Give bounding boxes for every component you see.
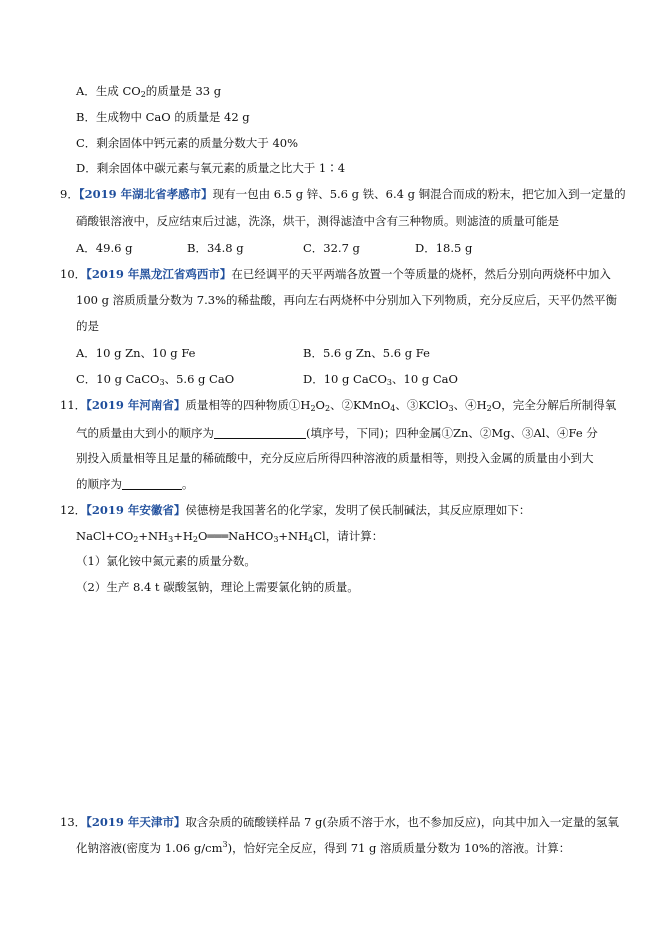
q9-stem-line1: 9．【2019 年湖北省孝感市】现有一包由 6.5 g 锌、5.6 g 铁、6.4 g 铜混合而成的粉末，把它加入到一定量的: [60, 187, 626, 201]
q10-option-c: C．10 g CaCO$_3$、5.6 g CaO: [76, 372, 235, 387]
question-number: 11．: [60, 398, 87, 412]
q13-stem-line2: 化钠溶液(密度为 1.06 $g/cm^3$)，恰好完全反应，得到 71 g 溶质质量分数为 10%的溶液。计算：: [76, 840, 571, 855]
source-tag: 【2019 年河南省】: [86, 398, 186, 412]
q10-option-b: B．5.6 g Zn、5.6 g Fe: [303, 346, 430, 360]
q10-stem-line3: 的是: [76, 319, 99, 333]
question-number: 13．: [60, 815, 87, 829]
q8-option-b: B．生成物中 CaO 的质量是 42 g: [76, 110, 250, 124]
q10-stem-line1: 10．【2019 年黑龙江省鸡西市】在已经调平的天平两端各放置一个等质量的烧杯，然后分别向两烧杯中加入: [60, 267, 611, 281]
q12-equation: $NaCl+CO_2+NH_3+H_2O═══NaHCO_3+NH_4Cl$，请计算：: [76, 529, 384, 544]
q11-stem-line1: 11．【2019 年河南省】质量相等的四种物质$①H_2O_2$、②KMnO$_4$、③KClO$_3$、$④H_2O$，完全分解后所制得氧: [60, 398, 617, 413]
question-number: 12．: [60, 503, 87, 517]
question-number: 10．: [60, 267, 87, 281]
q11-stem-line4: 的顺序为 。: [76, 477, 194, 491]
source-tag: 【2019 年安徽省】: [86, 503, 186, 517]
q10-stem-line2: 100 g 溶质质量分数为 7.3%的稀盐酸，再向左右两烧杯中分别加入下列物质，充分反应后，天平仍然平衡: [76, 293, 617, 307]
question-number: 9．: [60, 187, 79, 201]
q12-stem-line1: 12．【2019 年安徽省】侯德榜是我国著名的化学家，发明了侯氏制碱法，其反应原理如下：: [60, 503, 531, 517]
q9-option-c: C．32.7 g: [303, 241, 360, 255]
q9-option-d: D．18.5 g: [415, 241, 473, 255]
source-tag: 【2019 年天津市】: [86, 815, 186, 829]
answer-blank[interactable]: [214, 427, 306, 439]
q8-option-d: D．剩余固体中碳元素与氧元素的质量之比大于 1∶4: [76, 161, 346, 175]
source-tag: 【2019 年湖北省孝感市】: [78, 187, 213, 201]
q11-stem-line2: 气的质量由大到小的顺序为 (填序号，下同)；四种金属①Zn、②Mg、③Al、④Fe 分: [76, 426, 598, 440]
q9-stem-line2: 硝酸银溶液中，反应结束后过滤，洗涤，烘干，测得滤渣中含有三种物质。则滤渣的质量可能是: [76, 214, 559, 228]
q11-stem-line3: 别投入质量相等且足量的稀硫酸中，充分反应后所得四种溶液的质量相等，则投入金属的质量由小到大: [76, 451, 594, 465]
q12-sub-question-1: （1）氯化铵中氮元素的质量分数。: [76, 554, 256, 568]
q10-option-a: A．10 g Zn、10 g Fe: [76, 346, 196, 360]
source-tag: 【2019 年黑龙江省鸡西市】: [86, 267, 232, 281]
answer-blank[interactable]: [122, 478, 182, 490]
q9-option-a: A．49.6 g: [76, 241, 133, 255]
q13-stem-line1: 13．【2019 年天津市】取含杂质的硫酸镁样品 7 g(杂质不溶于水，也不参加反应)，向其中加入一定量的氢氧: [60, 815, 619, 829]
q9-option-b: B．34.8 g: [187, 241, 244, 255]
q8-option-c: C．剩余固体中钙元素的质量分数大于 40%: [76, 136, 299, 150]
q8-option-a: A．生成 $CO_2$的质量是 33 g: [76, 84, 222, 99]
q10-option-d: D．10 g CaCO$_3$、10 g CaO: [303, 372, 458, 387]
q12-sub-question-2: （2）生产 8.4 t 碳酸氢钠，理论上需要氯化钠的质量。: [76, 580, 359, 594]
